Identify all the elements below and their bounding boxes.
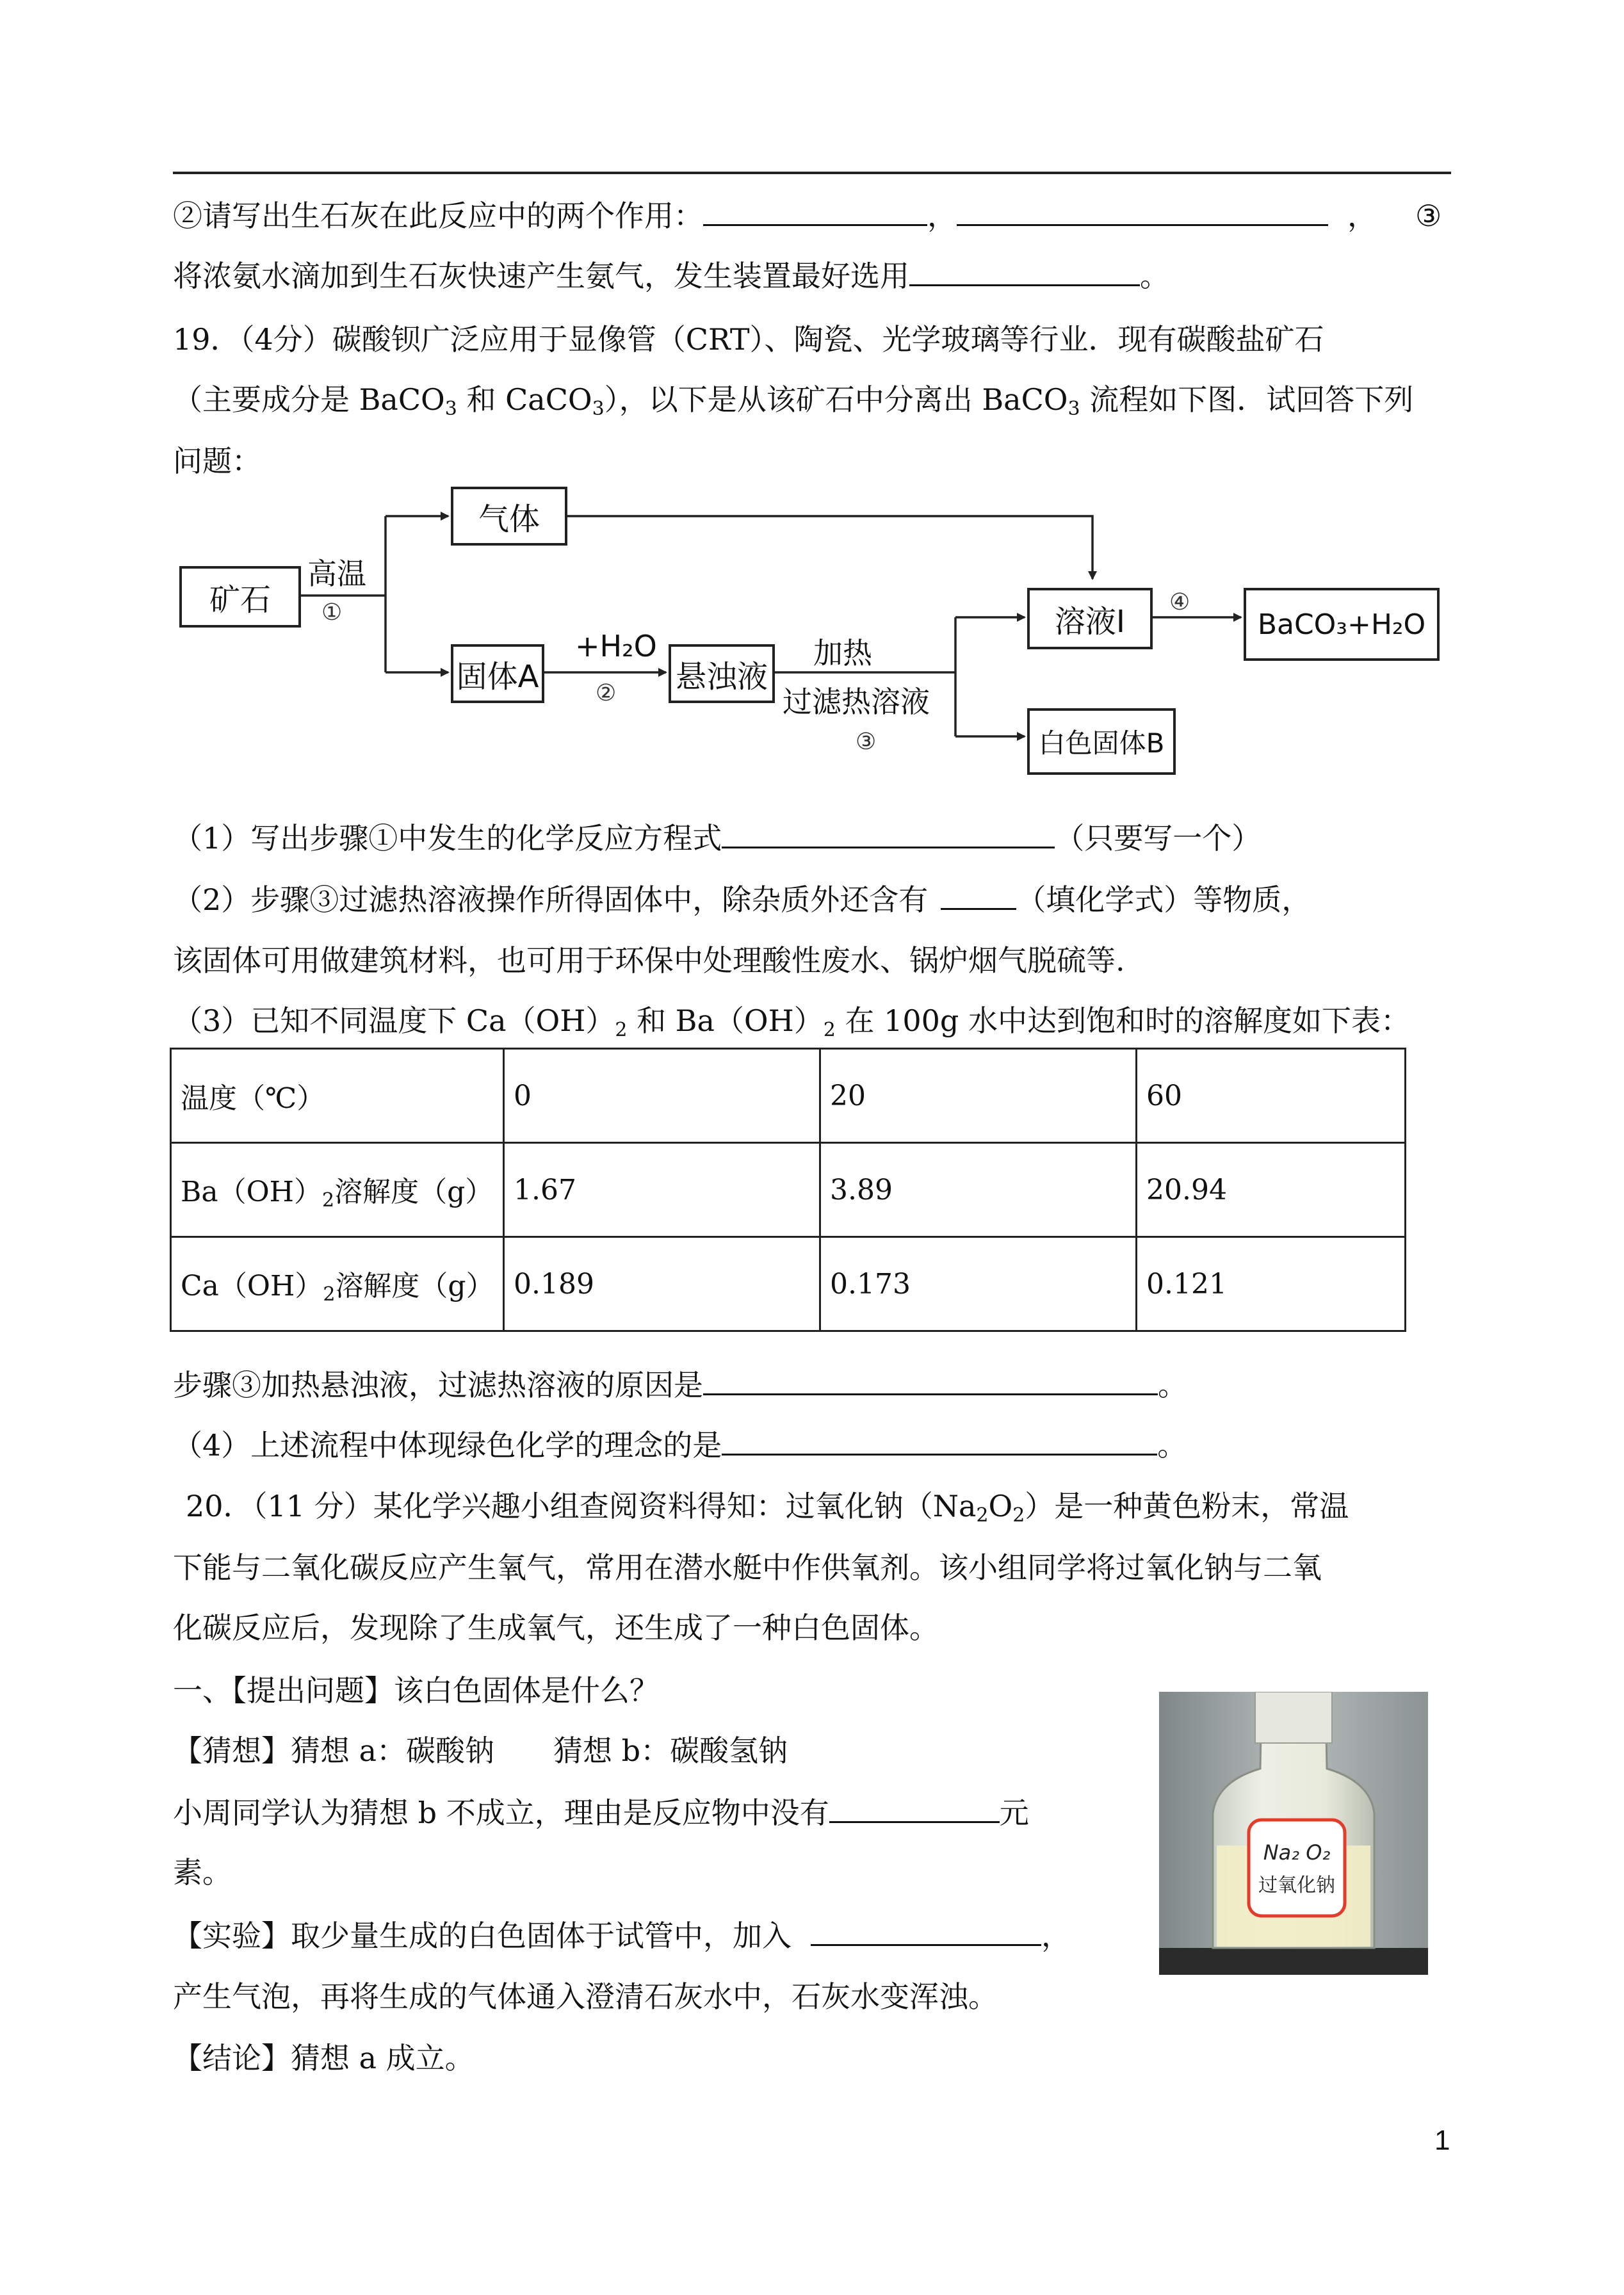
filter-hot-label: 过滤热溶液 xyxy=(783,685,930,719)
text: O xyxy=(988,1489,1013,1523)
q20-reason xyxy=(173,1793,1029,1832)
text: ）是一种黄色粉末，常温 xyxy=(1025,1489,1349,1523)
q20-intro-line-1 xyxy=(186,1487,1349,1535)
q19-part-4 xyxy=(173,1425,1187,1464)
subscript: 3 xyxy=(592,398,605,420)
subscript: 2 xyxy=(323,1283,336,1306)
q19-part-3-question xyxy=(173,1365,1187,1404)
table-cell: 温度（℃） xyxy=(171,1049,504,1143)
text: ， xyxy=(1041,1918,1071,1953)
table-row-label xyxy=(171,1143,504,1237)
table-header-row xyxy=(171,1049,1406,1143)
q20-reason-line-2: 素。 xyxy=(173,1855,232,1890)
q20-intro-line-3: 化碳反应后，发现除了生成氧气，还生成了一种白色固体。 xyxy=(173,1610,939,1645)
step-3-marker: ③ xyxy=(856,729,877,755)
answer-blank[interactable] xyxy=(811,1916,1041,1946)
photo-label-name: 过氧化钠 xyxy=(1258,1874,1335,1897)
table-cell: 0 xyxy=(504,1049,820,1143)
text: Ba（OH） xyxy=(181,1175,323,1208)
product-box: BaCO₃+H₂O xyxy=(1244,588,1440,661)
answer-blank[interactable] xyxy=(957,196,1328,226)
q19-intro-line-3: 问题： xyxy=(173,444,261,478)
text: （只要写一个） xyxy=(1055,821,1262,856)
q19-intro-line-1: 19．（4分）碳酸钡广泛应用于显像管（CRT）、陶瓷、光学玻璃等行业．现有碳酸盐矿石 xyxy=(173,322,1324,357)
solubility-table xyxy=(170,1048,1406,1332)
answer-blank[interactable] xyxy=(909,256,1140,286)
q20-guess: 【猜想】猜想 a：碳酸钠 猜想 b：碳酸氢钠 xyxy=(173,1733,788,1768)
q20-experiment-line-2: 产生气泡，再将生成的气体通入澄清石灰水中，石灰水变浑浊。 xyxy=(173,1979,998,2014)
text: （3）已知不同温度下 Ca（OH） xyxy=(173,1003,615,1038)
text: 。 xyxy=(1158,1368,1187,1402)
table-cell: 0.173 xyxy=(820,1237,1137,1331)
q20-conclusion: 【结论】猜想 a 成立。 xyxy=(173,2041,475,2075)
table-cell: 0.189 xyxy=(504,1237,820,1331)
answer-blank[interactable] xyxy=(703,1365,1158,1395)
period: 。 xyxy=(1140,259,1169,293)
q20-experiment xyxy=(173,1916,1071,1955)
gas-box: 气体 xyxy=(451,487,567,546)
q18-line-1 xyxy=(173,196,1441,235)
table-cell: 0.121 xyxy=(1137,1237,1406,1331)
process-flow-diagram xyxy=(173,487,1473,794)
comma: ， xyxy=(1347,199,1377,233)
subscript: 2 xyxy=(976,1504,989,1527)
step-2-marker: ② xyxy=(596,680,617,706)
subscript: 2 xyxy=(1012,1504,1025,1527)
text: Ca（OH） xyxy=(181,1269,323,1302)
q19-part-3 xyxy=(173,1002,1410,1050)
text: 【实验】取少量生成的白色固体于试管中，加入 xyxy=(173,1918,792,1953)
high-temp-label: 高温 xyxy=(307,556,366,591)
text: 步骤③加热悬浊液，过滤热溶液的原因是 xyxy=(173,1368,703,1402)
add-water-label: +H₂O xyxy=(575,629,657,663)
text: 20．（11 分）某化学兴趣小组查阅资料得知：过氧化钠（Na xyxy=(186,1489,977,1523)
answer-blank[interactable] xyxy=(703,196,927,226)
table-row-label xyxy=(171,1237,504,1331)
q19-intro-line-2 xyxy=(173,380,1413,428)
table-cell: 20 xyxy=(820,1049,1137,1143)
answer-blank[interactable] xyxy=(722,1425,1157,1456)
text: 。 xyxy=(1157,1428,1187,1463)
solid-a-box: 固体A xyxy=(451,644,544,703)
q19-part-2-line-2: 该固体可用做建筑材料，也可用于环保中处理酸性废水、锅炉烟气脱硫等. xyxy=(173,943,1125,978)
subscript: 3 xyxy=(444,398,457,420)
step-1-marker: ① xyxy=(321,599,343,626)
text: （2）步骤③过滤热溶液操作所得固体中，除杂质外还含有 xyxy=(173,882,929,917)
subscript: 2 xyxy=(823,1019,836,1041)
text: 在 100g 水中达到饱和时的溶解度如下表： xyxy=(845,1003,1410,1038)
text: 溶解度（g） xyxy=(335,1269,494,1302)
ore-box: 矿石 xyxy=(179,566,301,628)
q18-item-3-marker: ③ xyxy=(1415,199,1442,233)
q20-intro-line-2: 下能与二氧化碳反应产生氧气，常用在潜水艇中作供氧剂。该小组同学将过氧化钠与二氧 xyxy=(173,1550,1322,1585)
comma: ， xyxy=(927,199,957,233)
table-row xyxy=(171,1237,1406,1331)
text: （1）写出步骤①中发生的化学反应方程式 xyxy=(173,821,722,856)
text: ），以下是从该矿石中分离出 BaCO xyxy=(604,382,1068,417)
page-number: 1 xyxy=(1434,2125,1450,2156)
text: （4）上述流程中体现绿色化学的理念的是 xyxy=(173,1428,722,1463)
table-cell: 60 xyxy=(1137,1049,1406,1143)
text: 元 xyxy=(999,1796,1029,1830)
subscript: 3 xyxy=(1068,398,1080,420)
table-cell: 1.67 xyxy=(504,1143,820,1237)
q20-question: 一、【提出问题】该白色固体是什么？ xyxy=(173,1673,659,1708)
step-4-marker: ④ xyxy=(1169,589,1190,615)
solution-1-box: 溶液Ⅰ xyxy=(1027,588,1153,649)
text: 和 Ba（OH） xyxy=(637,1003,824,1038)
white-solid-b-box: 白色固体B xyxy=(1027,708,1176,775)
top-rule xyxy=(173,172,1451,174)
answer-blank[interactable] xyxy=(722,818,1055,848)
photo-label-formula: Na₂ O₂ xyxy=(1263,1840,1331,1865)
q18-line-2 xyxy=(173,256,1169,295)
q18-prompt-text: ②请写出生石灰在此反应中的两个作用： xyxy=(173,199,703,233)
text: 和 CaCO xyxy=(457,382,592,417)
arrow-gas-to-solution xyxy=(567,516,1092,579)
suspension-box: 悬浊液 xyxy=(669,644,775,703)
text: 溶解度（g） xyxy=(334,1175,494,1208)
q18-prompt-text: 将浓氨水滴加到生石灰快速产生氨气，发生装置最好选用 xyxy=(173,259,909,293)
table-cell: 3.89 xyxy=(820,1143,1137,1237)
text: （填化学式）等物质， xyxy=(1016,882,1311,917)
text: 流程如下图．试回答下列 xyxy=(1080,382,1414,417)
text: 小周同学认为猜想 b 不成立，理由是反应物中没有 xyxy=(173,1796,829,1830)
answer-blank[interactable] xyxy=(829,1793,1000,1823)
table-row xyxy=(171,1143,1406,1237)
text: （主要成分是 BaCO xyxy=(173,382,445,417)
q19-part-2 xyxy=(173,880,1311,919)
bottle-illustration xyxy=(1159,1692,1428,1975)
heat-label: 加热 xyxy=(813,636,872,670)
subscript: 2 xyxy=(615,1019,628,1041)
sodium-peroxide-bottle-photo xyxy=(1159,1692,1428,1975)
table-cell: 20.94 xyxy=(1137,1143,1406,1237)
q19-part-1 xyxy=(173,818,1261,857)
answer-blank[interactable] xyxy=(941,880,1016,910)
subscript: 2 xyxy=(322,1188,335,1212)
